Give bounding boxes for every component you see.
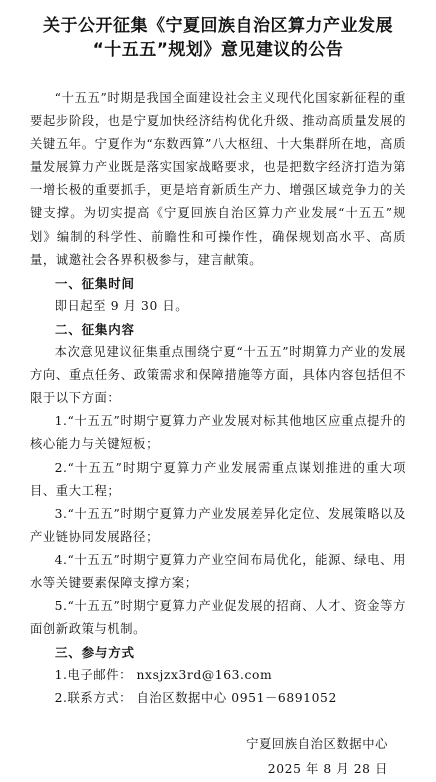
signature-date: 2025 年 8 月 28 日 <box>267 762 388 776</box>
section-text-content: 本次意见建议征集重点围绕宁夏“十五五”时期算力产业的发展方向、重点任务、政策需求和保障措施等方面，具体内容包括但不限于以下方面： <box>30 345 406 406</box>
content-item: 1.“十五五”时期宁夏算力产业发展对标其他地区应重点提升的核心能力与关键短板； <box>30 414 406 452</box>
content-item: 2.“十五五”时期宁夏算力产业发展需重点谋划推进的重大项目、重大工程； <box>30 460 406 498</box>
content-item: 5.“十五五”时期宁夏算力产业促发展的招商、人才、资金等方面创新政策与机制。 <box>30 599 406 637</box>
email-line: 1.电子邮件： nxsjzx3rd@163.com <box>54 668 273 683</box>
section-heading-content: 二、征集内容 <box>55 321 135 337</box>
section-text-time: 即日起至 9 月 30 日。 <box>54 298 189 313</box>
section-heading-time: 一、征集时间 <box>55 275 135 291</box>
signature-block <box>246 732 388 782</box>
title-line-1: 关于公开征集《宁夏回族自治区算力产业发展 <box>43 16 393 36</box>
signature-org: 宁夏回族自治区数据中心 <box>246 737 388 751</box>
contact-line: 2.联系方式： 自治区数据中心 0951－6891052 <box>54 691 337 706</box>
intro-paragraph: “十五五”时期是我国全面建设社会主义现代化国家新征程的重要起步阶段，也是宁夏加快经济结构优化升级、推动高质量发展的关键五年。宁夏作为“东数西算”八大枢纽、十大集群所在地，高质量发展算力产业既是落实国家战略要求，也是把数字经济打造为第一增长极的重要抓手，更是培育新质生产力、增强区域竞争力的关键支撑。为切实提高《宁夏回族自治区算力产业发展“十五五”规划》编制的科学性、前瞻性和可操作性，确保规划高水平、高质量，诚邀社会各界积极参与，建言献策。 <box>30 91 406 267</box>
announcement-title <box>14 14 422 62</box>
title-line-2: “十五五”规划》意见建议的公告 <box>92 40 344 60</box>
content-item: 3.“十五五”时期宁夏算力产业发展差异化定位、发展策略以及产业链协同发展路径； <box>30 506 406 544</box>
announcement-body <box>30 87 406 711</box>
section-heading-participation: 三、参与方式 <box>55 645 135 661</box>
content-item: 4.“十五五”时期宁夏算力产业空间布局优化，能源、绿电、用水等关键要素保障支撑方案； <box>30 552 406 590</box>
